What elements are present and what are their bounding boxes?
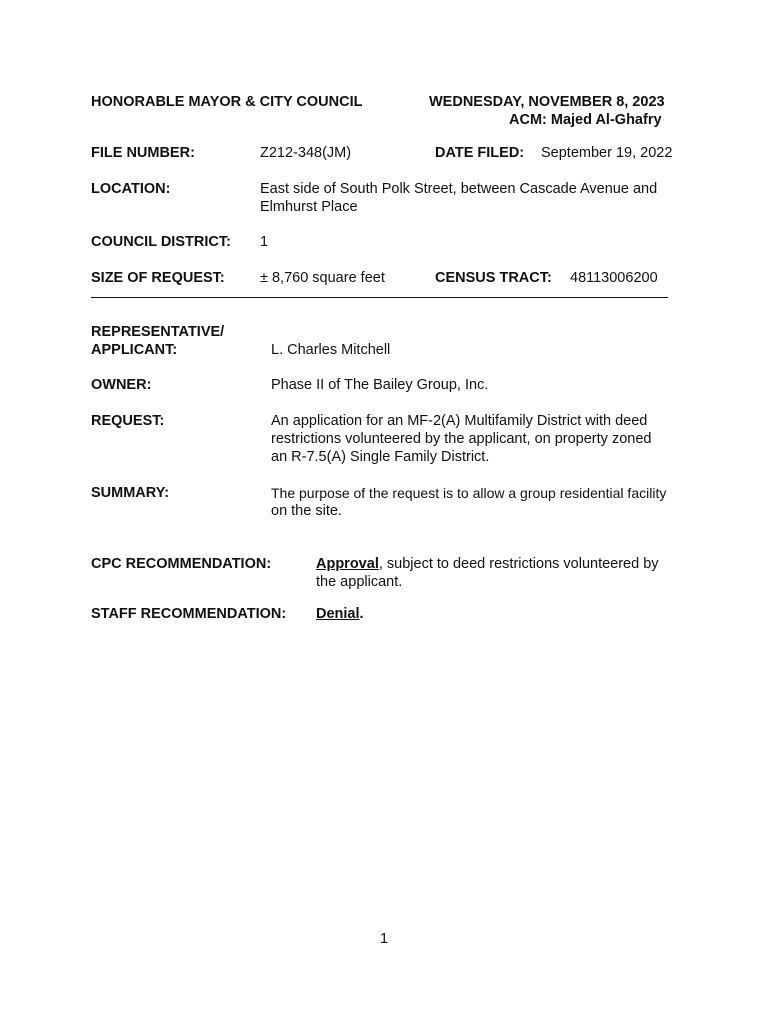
staff-recommendation-label: STAFF RECOMMENDATION: xyxy=(91,606,287,622)
section-divider xyxy=(91,297,668,298)
representative-label-line-1: REPRESENTATIVE/ xyxy=(91,324,225,340)
location-line-1: East side of South Polk Street, between Cascade Avenue and xyxy=(260,181,658,197)
staff-decision: Denial xyxy=(316,606,360,622)
staff-recommendation-punct: . xyxy=(359,606,364,622)
location-label: LOCATION: xyxy=(91,181,171,197)
size-of-request-value: ± 8,760 square feet xyxy=(260,270,385,286)
request-line-1: An application for an MF-2(A) Multifamily District with deed xyxy=(271,413,648,429)
acm-name: ACM: Majed Al-Ghafry xyxy=(509,112,662,128)
summary-line-1: The purpose of the request is to allow a group residential facility xyxy=(271,485,667,501)
request-line-3: an R-7.5(A) Single Family District. xyxy=(271,449,490,465)
council-district-label: COUNCIL DISTRICT: xyxy=(91,234,231,250)
request-label: REQUEST: xyxy=(91,413,165,429)
page-number: 1 xyxy=(380,931,389,947)
meeting-date: WEDNESDAY, NOVEMBER 8, 2023 xyxy=(429,94,665,110)
cpc-recommendation-text: , subject to deed restrictions volunteered by xyxy=(378,556,659,572)
cpc-recommendation-line-1 xyxy=(316,556,659,573)
date-filed-label: DATE FILED: xyxy=(435,145,525,161)
staff-recommendation-line xyxy=(316,606,364,623)
owner-label: OWNER: xyxy=(91,377,152,393)
cpc-recommendation-label: CPC RECOMMENDATION: xyxy=(91,556,272,572)
file-number-label: FILE NUMBER: xyxy=(91,145,195,161)
request-line-2: restrictions volunteered by the applicant, on property zoned xyxy=(271,431,652,447)
date-filed-value: September 19, 2022 xyxy=(541,145,673,161)
file-number-value: Z212-348(JM) xyxy=(260,145,352,161)
cpc-decision: Approval xyxy=(316,556,379,572)
addressee-heading: HONORABLE MAYOR & CITY COUNCIL xyxy=(91,94,363,110)
location-line-2: Elmhurst Place xyxy=(260,199,358,215)
representative-value: L. Charles Mitchell xyxy=(271,342,391,358)
summary-label: SUMMARY: xyxy=(91,485,170,501)
census-tract-value: 48113006200 xyxy=(570,270,658,286)
cpc-recommendation-line-2: the applicant. xyxy=(316,574,403,590)
owner-value: Phase II of The Bailey Group, Inc. xyxy=(271,377,489,393)
summary-line-2: on the site. xyxy=(271,503,342,519)
census-tract-label: CENSUS TRACT: xyxy=(435,270,552,286)
size-of-request-label: SIZE OF REQUEST: xyxy=(91,270,225,286)
council-district-value: 1 xyxy=(260,234,269,250)
representative-label-line-2: APPLICANT: xyxy=(91,342,178,358)
